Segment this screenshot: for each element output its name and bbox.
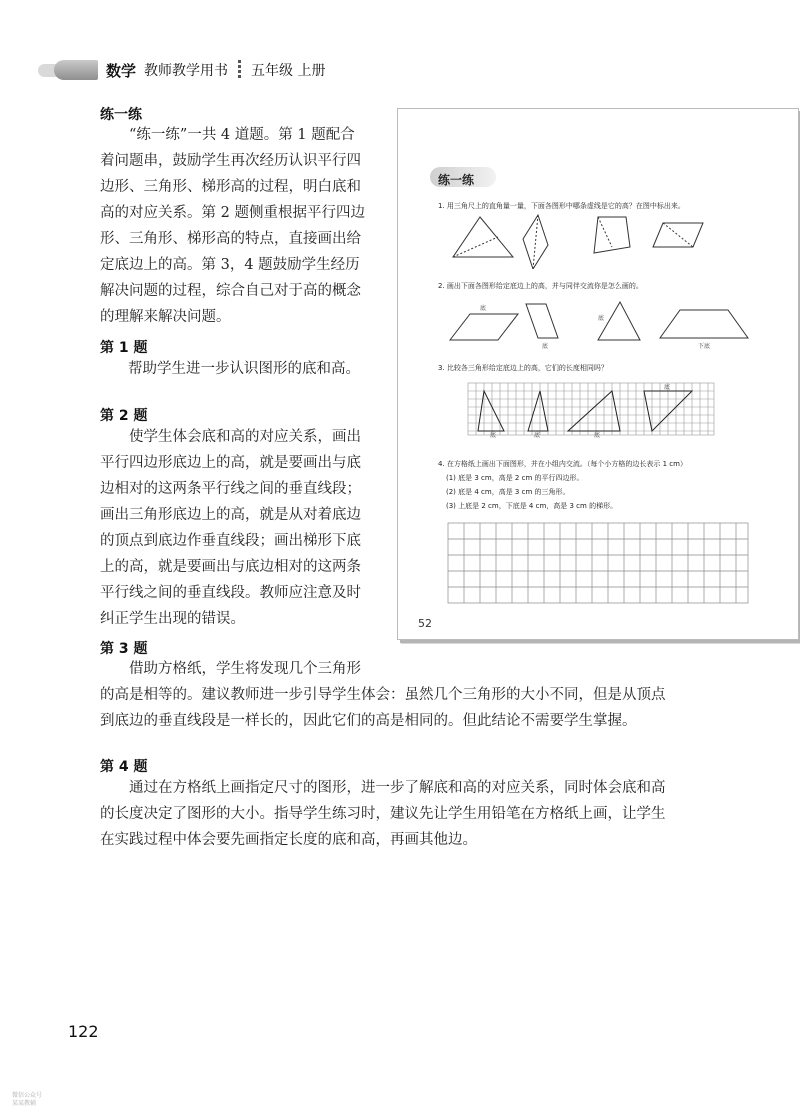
q2-line: 平行线之间的垂直线段。教师应注意及时 [100,585,361,601]
q2-line: 画出三角形底边上的高，就是从对着底边 [100,507,361,523]
header-book: 教师教学用书 [144,63,229,79]
q2-title: 第 2 题 [100,408,148,424]
intro-line: 高的对应关系。第 2 题侧重根据平行四边 [100,205,365,221]
header-grade: 五年级 上册 [251,63,326,79]
header-separator [238,60,241,80]
q3-label: 底 [594,432,601,439]
q3-label: 底 [490,432,497,439]
q2-line: 的顶点到底边作垂直线段；画出梯形下底 [100,533,361,549]
q3-title: 第 3 题 [100,641,148,657]
q2-label: 底 [480,305,487,312]
intro-line: “练一练”一共 4 道题。第 1 题配合 [129,127,355,143]
q2-line: 纠正学生出现的错误。 [100,611,245,627]
q4-line: 在实践过程中体会要先画指定长度的底和高，再画其他边。 [100,832,477,848]
textbook-page-image [397,108,799,640]
intro-line: 边形、三角形、梯形高的过程，明白底和 [100,179,361,195]
textbook-q3: 3. 比较各三角形给定底边上的高，它们的长度相同吗？ [438,364,608,372]
q2-line: 边相对的这两条平行线之间的垂直线段； [100,481,361,497]
textbook-q4-item: (1) 底是 3 cm，高是 2 cm 的平行四边形。 [446,474,584,482]
q2-line: 平行四边形底边上的高，就是要画出与底 [100,455,361,471]
q3-label: 底 [534,432,541,439]
intro-line: 解决问题的过程，综合自己对于高的概念 [100,283,361,299]
q3-triangle-2 [528,391,548,431]
intro-line: 着问题串，鼓励学生再次经历认识平行四 [100,153,361,169]
textbook-title: 练一练 [438,173,475,187]
q1-quadrilateral [594,217,630,253]
textbook-q1: 1. 用三角尺上的直角量一量，下面各图形中哪条虚线是它的高？在图中标出来。 [438,202,685,210]
section-title: 练一练 [100,107,142,123]
q2-line: 上的高，就是要画出与底边相对的这两条 [100,559,361,575]
q1-dashed-line [663,223,693,247]
textbook-page-number: 52 [418,617,432,630]
q1-title: 第 1 题 [100,340,148,356]
watermark [12,1092,42,1108]
header-subject: 数学 [106,61,137,80]
q1-parallelogram-a [523,215,548,269]
header-decoration-tab [54,60,98,80]
q4-line: 通过在方格纸上画指定尺寸的图形，进一步了解底和高的对应关系，同时体会底和高 [129,780,666,796]
page-number: 122 [68,1022,99,1041]
q4-title: 第 4 题 [100,759,148,775]
q2-figures [398,294,798,354]
intro-line: 形、三角形、梯形高的特点，直接画出给 [100,231,361,247]
watermark-line: 微信公众号 [12,1092,43,1099]
q1-parallelogram-b [653,223,703,247]
q1-triangle [453,217,513,257]
q1-body: 帮助学生进一步认识图形的底和高。 [128,361,360,377]
intro-line: 定底边上的高。第 3，4 题鼓励学生经历 [100,257,360,273]
intro-line: 的理解来解决问题。 [100,309,231,325]
textbook-q4-item: (2) 底是 4 cm，高是 3 cm 的三角形。 [446,488,570,496]
q2-body [100,424,390,632]
q2-parallelogram [450,314,518,340]
q4-grid-paper [398,519,798,609]
q3-label: 底 [664,384,671,391]
q1-dashed-line [533,215,538,269]
q2-parallelogram-tall [526,304,558,338]
watermark-line: 某某教辅 [12,1100,37,1107]
q3-line: 的高是相等的。建议教师进一步引导学生体会：虽然几个三角形的大小不同，但是从顶点 [100,687,666,703]
q3-line: 借助方格纸，学生将发现几个三角形 [129,661,361,677]
q2-label: 底 [598,315,605,322]
q1-dashed-line [598,217,612,247]
q4-body [100,775,700,853]
section-intro [100,122,390,330]
q2-label: 底 [542,343,549,350]
q2-triangle [598,302,640,340]
textbook-q4-item: (3) 上底是 2 cm，下底是 4 cm，高是 3 cm 的梯形。 [446,502,618,510]
q1-figures [398,209,798,269]
q4-line: 的长度决定了图形的大小。指导学生练习时，建议先让学生用铅笔在方格纸上画，让学生 [100,806,666,822]
q2-trapezoid [660,310,748,338]
q2-label: 下底 [698,343,711,350]
q3-grid-figure [398,377,798,439]
q2-line: 使学生体会底和高的对应关系，画出 [129,429,361,445]
running-header [106,58,325,82]
q3-line: 到底边的垂直线段是一样长的，因此它们的高是相同的。但此结论不需要学生掌握。 [100,713,637,729]
textbook-q2: 2. 画出下面各图形给定底边上的高，并与同伴交流你是怎么画的。 [438,282,643,290]
q3-body [100,656,700,734]
textbook-q4: 4. 在方格纸上画出下面图形，并在小组内交流。（每个小方格的边长表示 1 cm） [438,460,687,468]
